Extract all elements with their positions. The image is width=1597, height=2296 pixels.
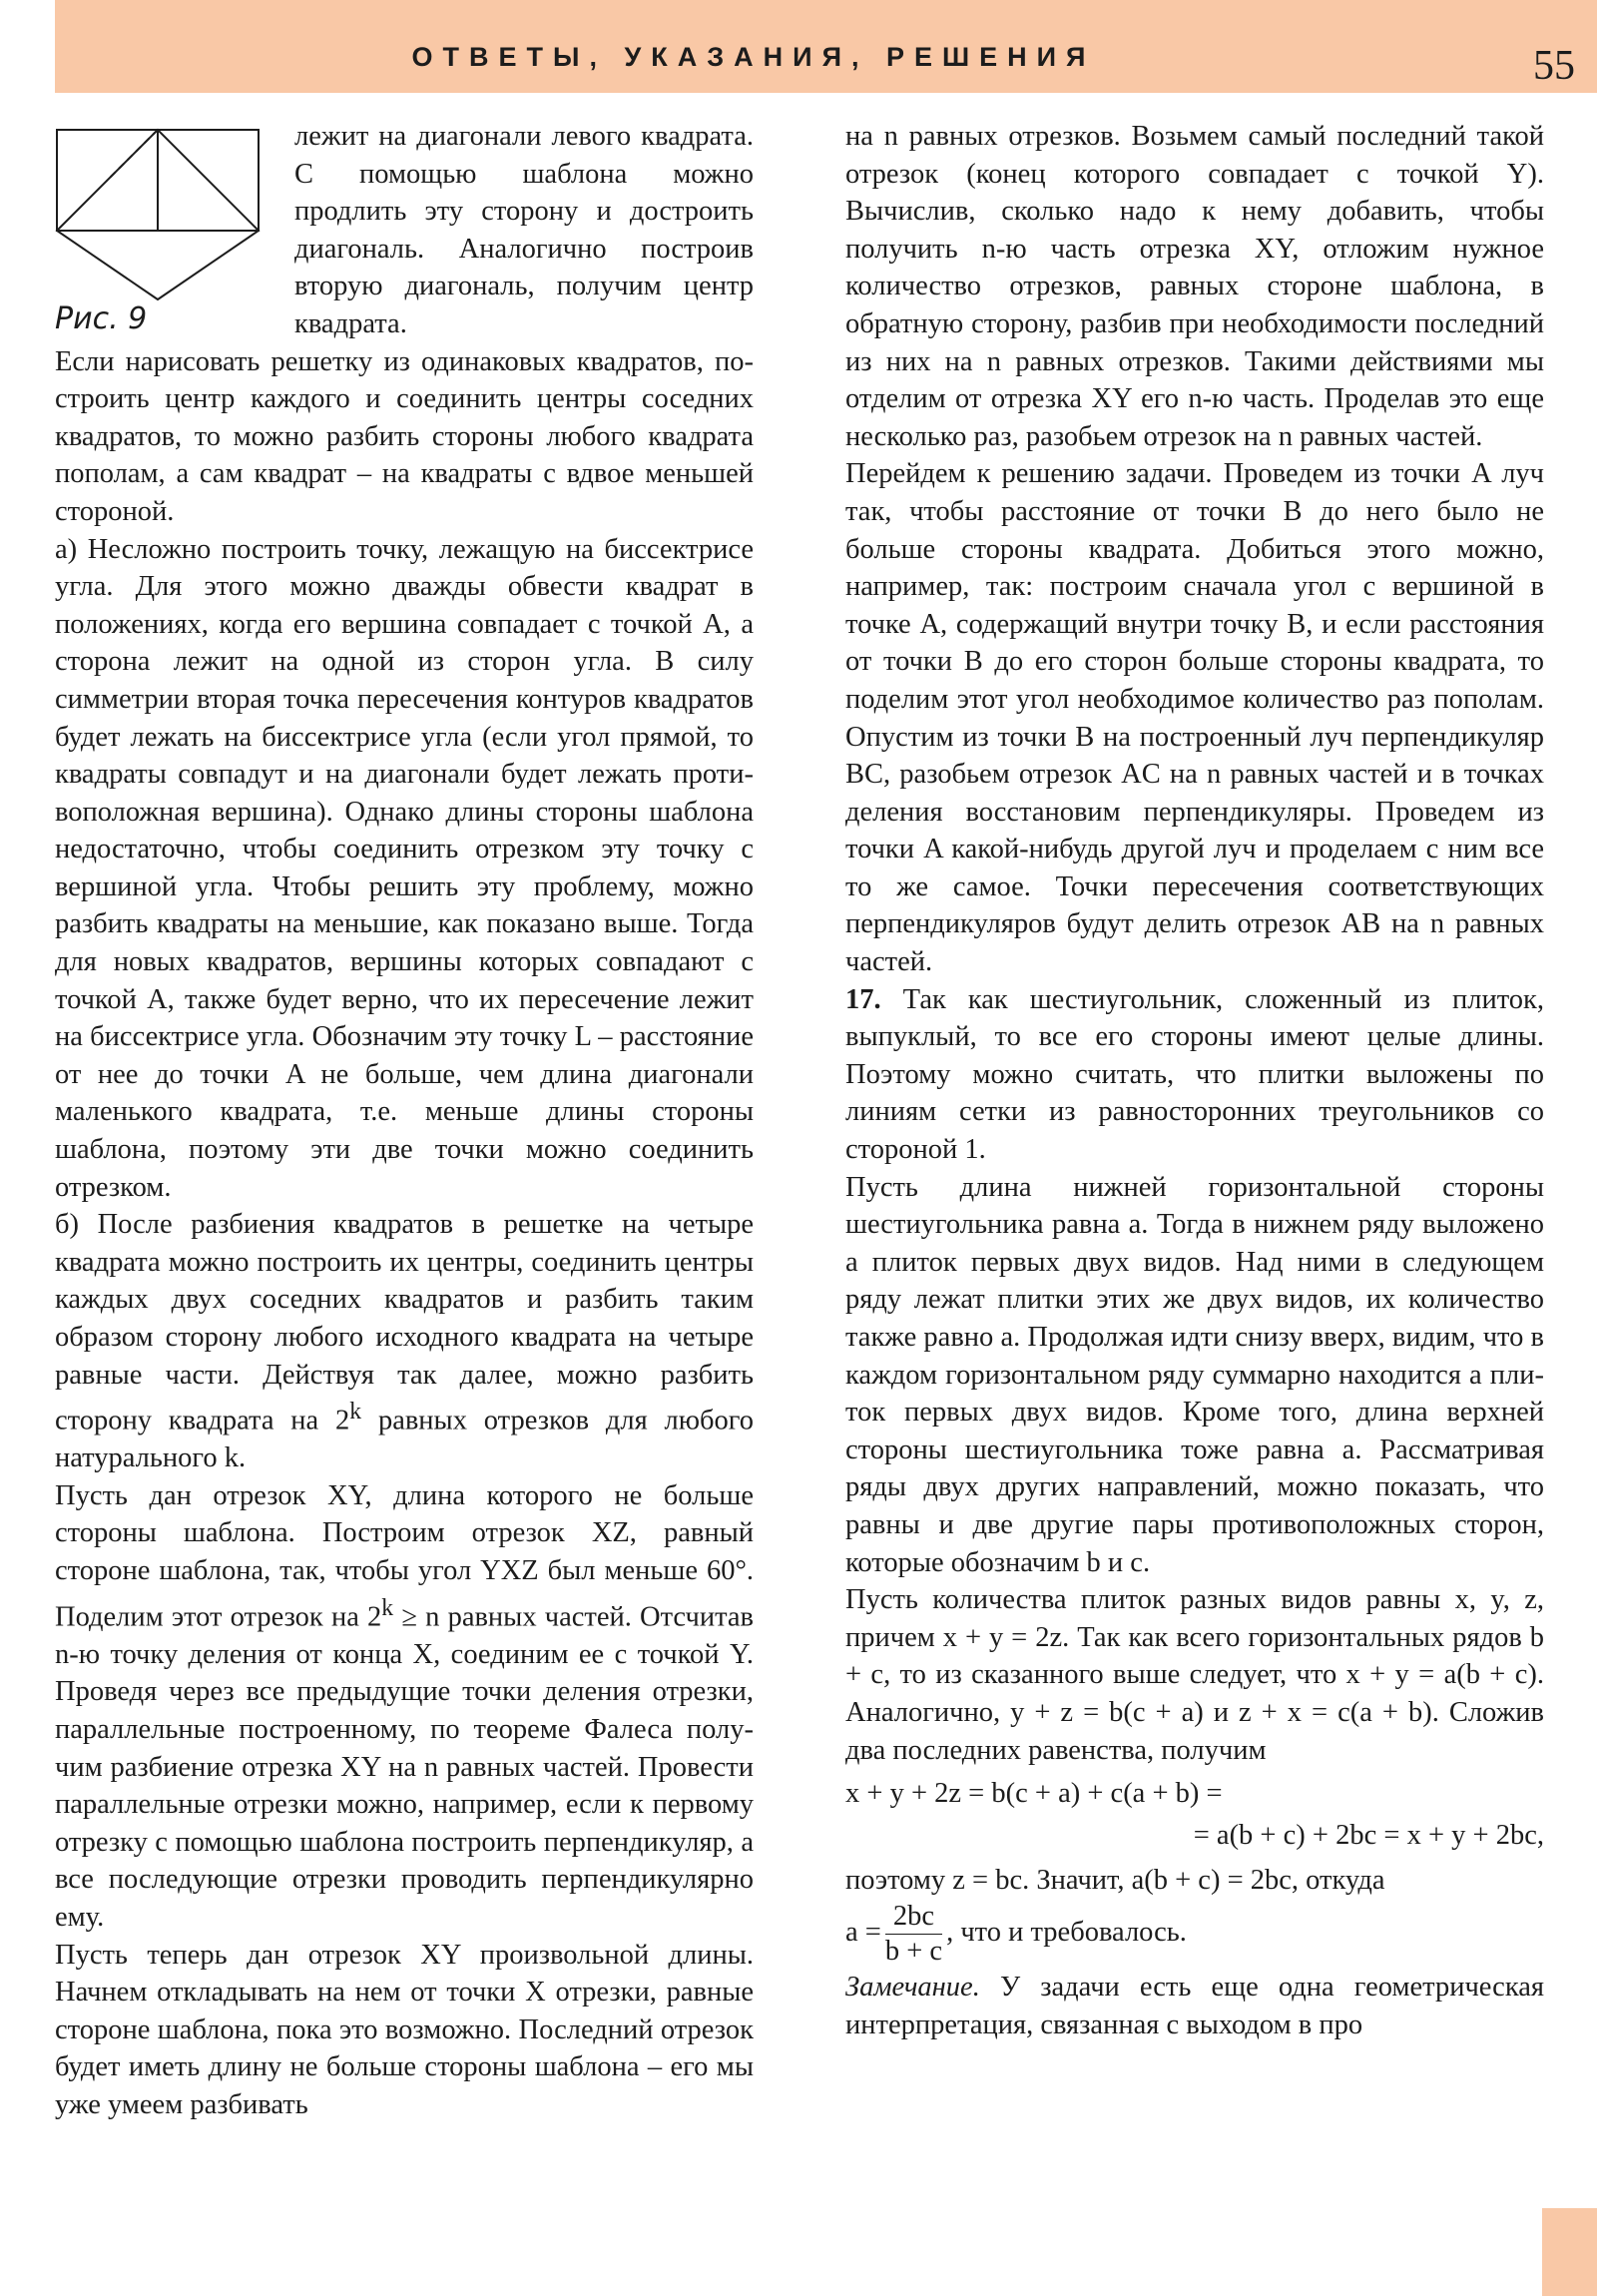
formula-line-1: x + y + 2z = b(c + a) + c(a + b) = [845, 1778, 1223, 1810]
segment-division-text: Пусть дан отрезок XY, длина которого не больше стороны шаблона. Построим отрезок XZ, равный стороне шаблона, так, чтобы угол YXZ был меньше 60°. Поделим этот отрезок на $2^k \ge n$ равных частей. Отсчитав n-ю точку деления от конца X, соединим ее с точкой Y. Проведя через все предыдущие точки деления отрезки, параллельные построенному, по теореме Фалеса получим разбиение отрезка XY на n равных частей. Провести параллельные отрезки можно, например, если к первому отрезку с помощью шаблона построить перпендикуляр, а все последующие отрезки проводить перпендикулярно ему. [55, 1479, 754, 1933]
formula-line-2: = a(b + c) + 2bc = x + y + 2bc, [1193, 1819, 1544, 1851]
arbitrary-segment-text: Пусть теперь дан отрезок XY произвольной длины. Начнем откладывать на нем от точки X отрезки, равные стороне шаблона, пока это возможно. Последний отрезок будет иметь длину не больше стороны шаблона – его мы уже умеем разбивать [55, 1939, 754, 2120]
therefore-text: поэтому z = bc. Значит, a(b + c) = 2bc, откуда [845, 1865, 1385, 1897]
header-title: ОТВЕТЫ, УКАЗАНИЯ, РЕШЕНИЯ [411, 42, 1096, 72]
continuation-text: на n равных отрезков. Возьмем самый последний такой отрезок (конец которого совпадает с точкой Y). Вычислив, сколько надо к нему добавить, чтобы получить n-ю часть отрезка XY, отложим нужное количество отрезков, равных стороне шаблона, в обратную сторону, разбив при необходимости последний из них на n равных отрезков. Такими действиями мы отделим от отрезка XY его n-ю часть. Проделав это еще несколько раз, разобьем отрезок на n равных частей. [845, 121, 1544, 452]
fraction [885, 1900, 942, 1969]
part-a-text: а) Несложно построить точку, лежащую на биссектрисе угла. Для этого можно дважды обвести квадрат в положениях, когда его вершина совпадает с точкой A, а сторона лежит на одной из сторон угла. В силу симметрии вторая точка пересечения контуров квадратов будет лежать на биссектрисе угла (если угол прямой, то квадраты совпадут и на диагонали будет лежать противоположная вершина). Однако длины стороны шаблона недостаточно, чтобы соединить отрезком эту точку с вершиной угла. Чтобы решить эту проблему, можно разбить квадраты на меньшие, как показано выше. Тогда для новых квадратов, вершины которых совпадают с точкой A, также будет верно, что их пересечение лежит на биссектрисе угла. Обозначим эту точку L – расстояние от нее до точки A не больше, чем длина диагонали маленького квадрата, т.е. меньше длины стороны шаблона, поэтому эти две точки можно соединить отрезком. [55, 533, 754, 1203]
tile-counts-text: Пусть количества плиток разных видов равны x, y, z, причем x + y = 2z. Так как всего горизонтальных рядов b + c, то из сказанного выше следует, что x + y = a(b + c). Аналогично, y + z = b(c + a) и z + x = c(a + b). Сложив два последних равенства, получим [845, 1584, 1544, 1766]
solution-text: Перейдем к решению задачи. Проведем из точки A луч так, чтобы расстояние от точки B до него было не больше стороны квадрата. Добиться этого можно, например, так: построим сначала угол с вершиной в точке A, содержащий внутри точку B, и если расстояния от точки B до его сторон больше стороны квадрата, то поделим этот угол необходимое количество раз пополам. Опустим из точки B на построенный луч перпендикуляр BC, разобьем отрезок AC на n равных частей и в точках деления восстановим перпендикуляры. Проведем из точки A какой-нибудь другой луч и проделаем с ним все то же самое. Точки пересечения соответствующих перпендикуляров будут делить отрезок AB на n равных частей. [845, 458, 1544, 978]
remark-label: Замечание. [845, 1971, 980, 2003]
fraction-result: a = $\frac{2bc}{b + c}$ , что и требовалось. [845, 1900, 1187, 1967]
intro-rest-text: Если нарисовать решетку из одинаковых квадратов, построить центр каждого и соединить центры соседних квадратов, то можно разбить стороны любого квадрата пополам, а сам квадрат – на квадраты с вдвое меньшей стороной. [55, 345, 754, 527]
right-column [845, 118, 1544, 2043]
intro-wrapped-text: лежит на диагонали левого квадрата. С помощью шаблона можно продлить эту сторону и достроить диагональ. Аналогично построив вторую диагональ, получим центр квадрата. [294, 121, 754, 339]
problem-number: 17. [845, 983, 881, 1015]
running-header [55, 0, 1597, 93]
hexagon-sides-text: Пусть длина нижней горизонтальной стороны шестиугольника равна a. Тогда в нижнем ряду выложено a плиток первых двух видов. Над ними в следующем ряду лежат плитки этих же двух видов, их количество также равно a. Продолжая идти снизу вверх, видим, что в каждом горизонтальном ряду суммарно находится a плиток первых двух видов. Кроме того, длина верхней стороны шестиугольника тоже равна a. Рассматривая ряды двух других направлений, можно показать, что равны и две другие пары противоположных сторон, которые обозначим b и c. [845, 1171, 1544, 1578]
remark-text: Замечание. У задачи есть еще одна геометрическая интерпретация, связанная с выходом в про [845, 1971, 1544, 2040]
problem-17-text: 17. Так как шестиугольник, сложенный из плиток, выпуклый, то все его стороны имеют целые длины. Поэтому можно считать, что плитки выложены по линиям сетки из равносторонних треугольников со стороной 1. [845, 983, 1544, 1166]
part-b-text: б) После разбиения квадратов в решетке на четыре квадрата можно построить их центры, соединить центры каждых двух соседних квадратов и разбить таким образом сторону любого исходного квадрата на четыре равные части. Действуя так далее, можно разбить сторону квадрата на 2$^k$ равных отрезков для любого натурального k. [55, 1209, 755, 1474]
fraction-denominator: b + c [884, 1935, 943, 1967]
left-column [55, 118, 754, 2123]
figure-caption: Рис. 9 [55, 301, 148, 336]
corner-tab [1542, 2208, 1597, 2296]
fraction-numerator: 2bc [885, 1900, 942, 1935]
page-number: 55 [1533, 43, 1575, 89]
